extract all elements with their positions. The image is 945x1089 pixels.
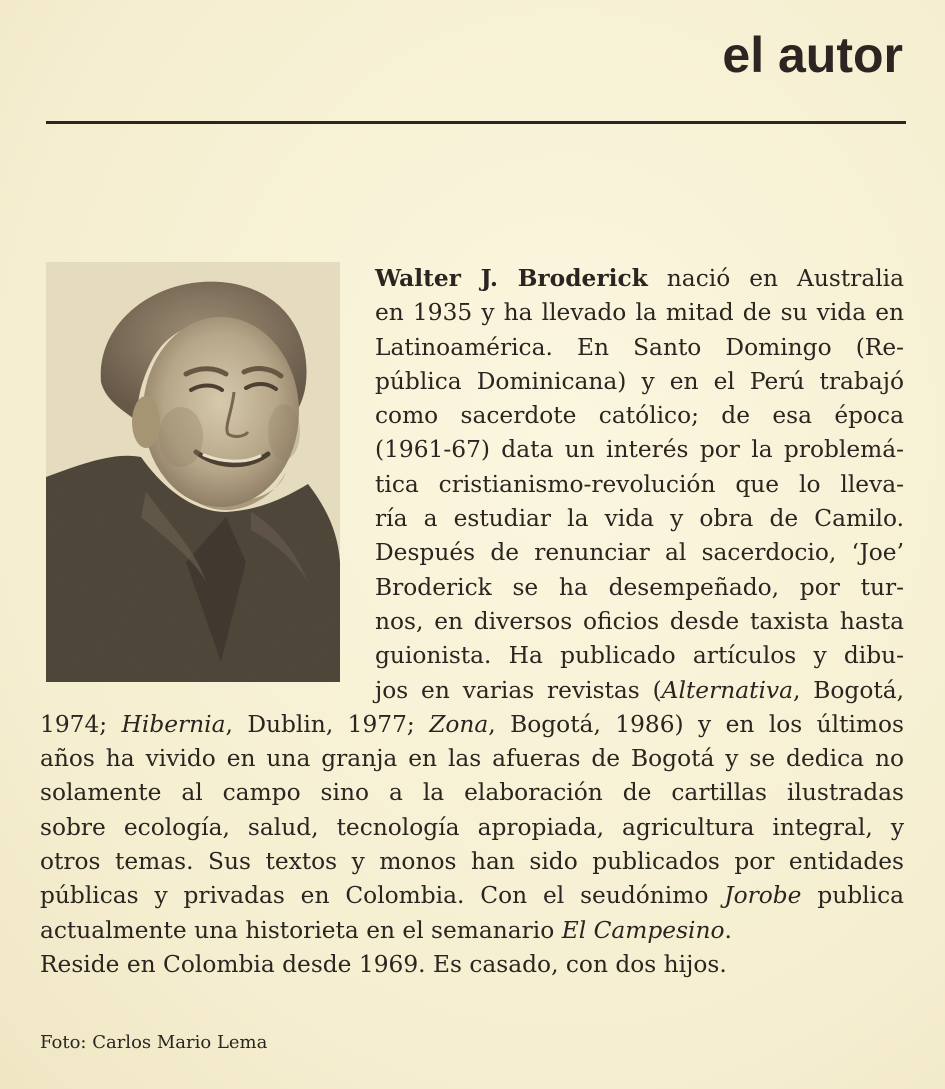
bio-line-1: Walter J. Broderick nació en Australia [375,265,904,292]
bio-line-17: sobre ecología, salud, tecnología apropiada, agricultura integral, y [40,813,904,841]
bio-line-12: guionista. Ha publicado artículos y dibu- [375,642,904,670]
bio-line-3: Latinoamérica. En Santo Domingo (Re- [375,333,904,361]
bio-line-13: jos en varias revistas (Alternativa, Bogotá, [375,676,904,704]
bio-line-11: nos, en diversos oficios desde taxista hasta [375,607,904,635]
magazine-title: Hibernia [121,710,226,738]
bio-line-18: otros temas. Sus textos y monos han sido publicados por entidades [40,848,904,876]
photo-credit: Foto: Carlos Mario Lema [40,1032,268,1053]
bio-line-2: en 1935 y ha llevado la mitad de su vida en [375,299,904,327]
newspaper-title: El Campesino [561,916,725,944]
author-name: Walter J. Broderick [375,265,648,292]
page-title: el autor [722,27,903,83]
magazine-title: Zona [429,710,489,738]
bio-line-10: Broderick se ha desempeñado, por tur- [375,573,904,601]
bio-line-6: (1961-67) data un interés por la problemá- [375,436,904,464]
bio-line-16: solamente al campo sino a la elaboración de cartillas ilustradas [40,779,904,807]
title-rule [46,121,906,124]
bio-line-14: 1974; Hibernia, Dublin, 1977; Zona, Bogotá, 1986) y en los últimos [40,710,904,738]
bio-line-20: actualmente una historieta en el semanario El Campesino. [40,916,732,944]
magazine-title: Alternativa [661,676,793,704]
bio-line-5: como sacerdote católico; de esa época [375,402,904,430]
pseudonym: Jorobe [724,882,802,910]
bio-line-21: Reside en Colombia desde 1969. Es casado, con dos hijos. [40,950,727,978]
bio-line-8: ría a estudiar la vida y obra de Camilo. [375,505,904,533]
bio-line-9: Después de renunciar al sacerdocio, ‘Joe’ [375,539,904,567]
author-biography [40,262,904,982]
bio-line-15: años ha vivido en una granja en las afueras de Bogotá y se dedica no [40,745,904,773]
bio-line-4: pública Dominicana) y en el Perú trabajó [375,367,904,395]
bio-line-7: tica cristianismo-revolución que lo lleva- [375,470,904,498]
bio-line-19: públicas y privadas en Colombia. Con el seudónimo Jorobe publica [40,882,905,910]
